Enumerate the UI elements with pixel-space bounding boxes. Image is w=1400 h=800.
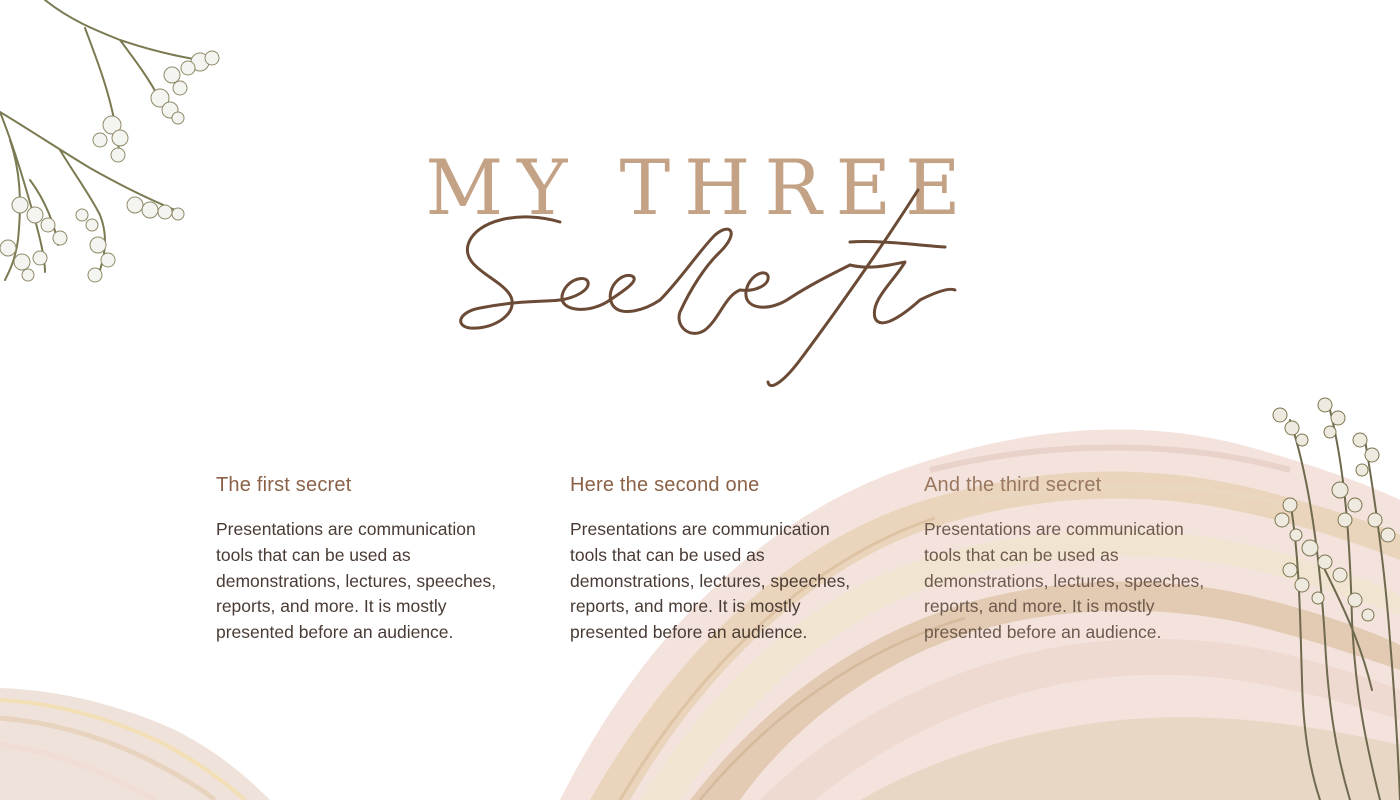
secret-body-3: Presentations are communication tools that can be used as demonstrations, lectures, speeches, reports, and more. It is mostly presented before an audience. xyxy=(924,519,1205,643)
slide-title: MY THREE xyxy=(425,143,975,232)
secret-body-2: Presentations are communication tools that can be used as demonstrations, lectures, speeches, reports, and more. It is mostly presented before an audience. xyxy=(570,519,851,643)
secret-heading-1: The first secret xyxy=(216,474,352,496)
secret-heading-2: Here the second one xyxy=(570,474,760,496)
secret-column-1 xyxy=(216,474,506,646)
secret-column-2 xyxy=(570,474,860,646)
secret-body-1: Presentations are communication tools that can be used as demonstrations, lectures, speeches, reports, and more. It is mostly presented before an audience. xyxy=(216,519,497,643)
secret-heading-3: And the third secret xyxy=(924,474,1102,496)
secret-column-3 xyxy=(924,474,1214,646)
secrets-columns xyxy=(0,474,1400,694)
